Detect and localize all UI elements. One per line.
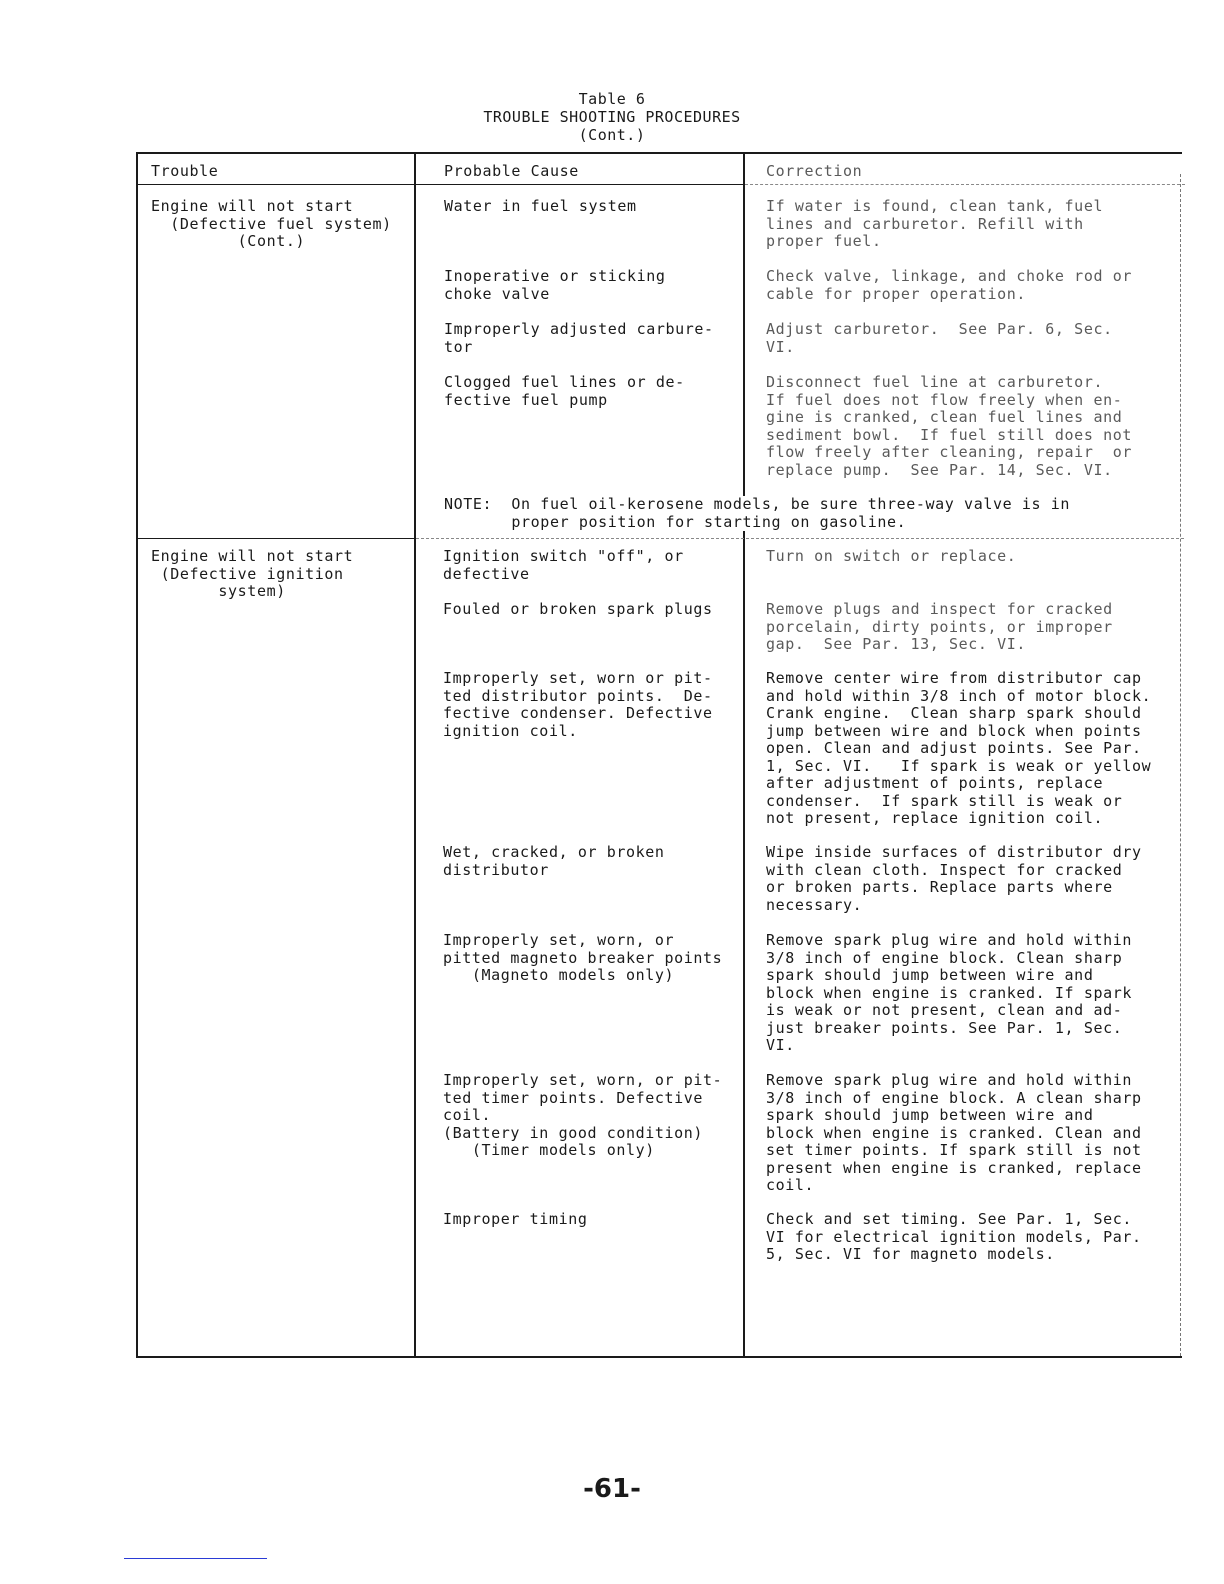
page-number: -61- — [583, 1474, 641, 1504]
correction-cell: Remove plugs and inspect for cracked porcelain, dirty points, or improper gap. See Par. 13, Sec. VI. — [766, 600, 1113, 653]
cause-cell: Improperly set, worn or pit- ted distributor points. De- fective condenser. Defective ignition coil. — [443, 669, 713, 740]
column-divider-1 — [414, 154, 416, 1356]
cause-cell: Improper timing — [443, 1210, 588, 1228]
correction-cell: Check and set timing. See Par. 1, Sec. VI for electrical ignition models, Par. 5, Sec. VI for magneto models. — [766, 1210, 1142, 1263]
correction-cell: Turn on switch or replace. — [766, 547, 1017, 565]
correction-cell: Remove center wire from distributor cap and hold within 3/8 inch of motor block. Crank engine. Clean sharp spark should jump between wire and block when points open. Clean and adjust points. See Par. 1, Sec. VI. If spark is weak or yellow after adjustment of points, replace condenser. If spark still is weak or not present, replace ignition coil. — [766, 669, 1152, 827]
header-correction: Correction — [766, 162, 863, 180]
right-edge-rule — [1180, 174, 1181, 1356]
table-continued: (Cont.) — [578, 126, 646, 144]
cause-cell: Improperly set, worn, or pitted magneto breaker points (Magneto models only) — [443, 931, 723, 984]
trouble-ignition-system: Engine will not start (Defective ignition system) — [151, 547, 354, 600]
header-probable-cause: Probable Cause — [444, 162, 579, 180]
troubleshooting-table — [136, 152, 1182, 1358]
group-divider-left — [138, 538, 416, 539]
column-divider-2 — [743, 154, 745, 1356]
correction-cell: Remove spark plug wire and hold within 3/8 inch of engine block. A clean sharp spark should jump between wire and block when engine is cranked. Clean and set timer points. If spark still is not present when engine is cranked, replace coil. — [766, 1071, 1142, 1194]
correction-cell: Check valve, linkage, and choke rod or cable for proper operation. — [766, 267, 1132, 303]
correction-cell: Disconnect fuel line at carburetor. If fuel does not flow freely when en- gine is cranked, clean fuel lines and sediment bowl. If fuel still does not flow freely after cleaning, repair or replace pump. See Par. 14, Sec. VI. — [766, 373, 1132, 479]
cause-cell: Inoperative or sticking choke valve — [444, 267, 666, 303]
cause-cell: Fouled or broken spark plugs — [443, 600, 713, 618]
header-trouble: Trouble — [151, 162, 219, 180]
cause-cell: Wet, cracked, or broken distributor — [443, 843, 665, 879]
cause-cell: Improperly set, worn, or pit- ted timer points. Defective coil. (Battery in good condition) (Timer models only) — [443, 1071, 723, 1159]
trouble-fuel-system: Engine will not start (Defective fuel system) (Cont.) — [151, 197, 392, 250]
cause-cell: Clogged fuel lines or de- fective fuel pump — [444, 373, 685, 409]
correction-cell: Wipe inside surfaces of distributor dry with clean cloth. Inspect for cracked or broken parts. Replace parts where necessary. — [766, 843, 1142, 914]
cause-cell: Water in fuel system — [444, 197, 637, 215]
table-name: TROUBLE SHOOTING PROCEDURES — [483, 108, 741, 126]
correction-cell: If water is found, clean tank, fuel lines and carburetor. Refill with proper fuel. — [766, 197, 1104, 250]
group-divider-right — [416, 538, 1184, 539]
header-rule — [138, 184, 745, 185]
cause-cell: Ignition switch "off", or defective — [443, 547, 684, 583]
table-title — [0, 90, 1224, 144]
footer-rule — [124, 1558, 267, 1559]
correction-cell: Remove spark plug wire and hold within 3/8 inch of engine block. Clean sharp spark should jump between wire and block when engine is cranked. If spark is weak or not present, clean and ad- just breaker points. See Par. 1, Sec. VI. — [766, 931, 1132, 1054]
cause-cell: Improperly adjusted carbure- tor — [444, 320, 714, 356]
header-rule-right — [745, 184, 1185, 185]
fuel-oil-note: NOTE: On fuel oil-kerosene models, be sure three-way valve is in proper position for starting on gasoline. — [444, 496, 1076, 531]
table-number: Table 6 — [578, 90, 646, 108]
correction-cell: Adjust carburetor. See Par. 6, Sec. VI. — [766, 320, 1113, 356]
